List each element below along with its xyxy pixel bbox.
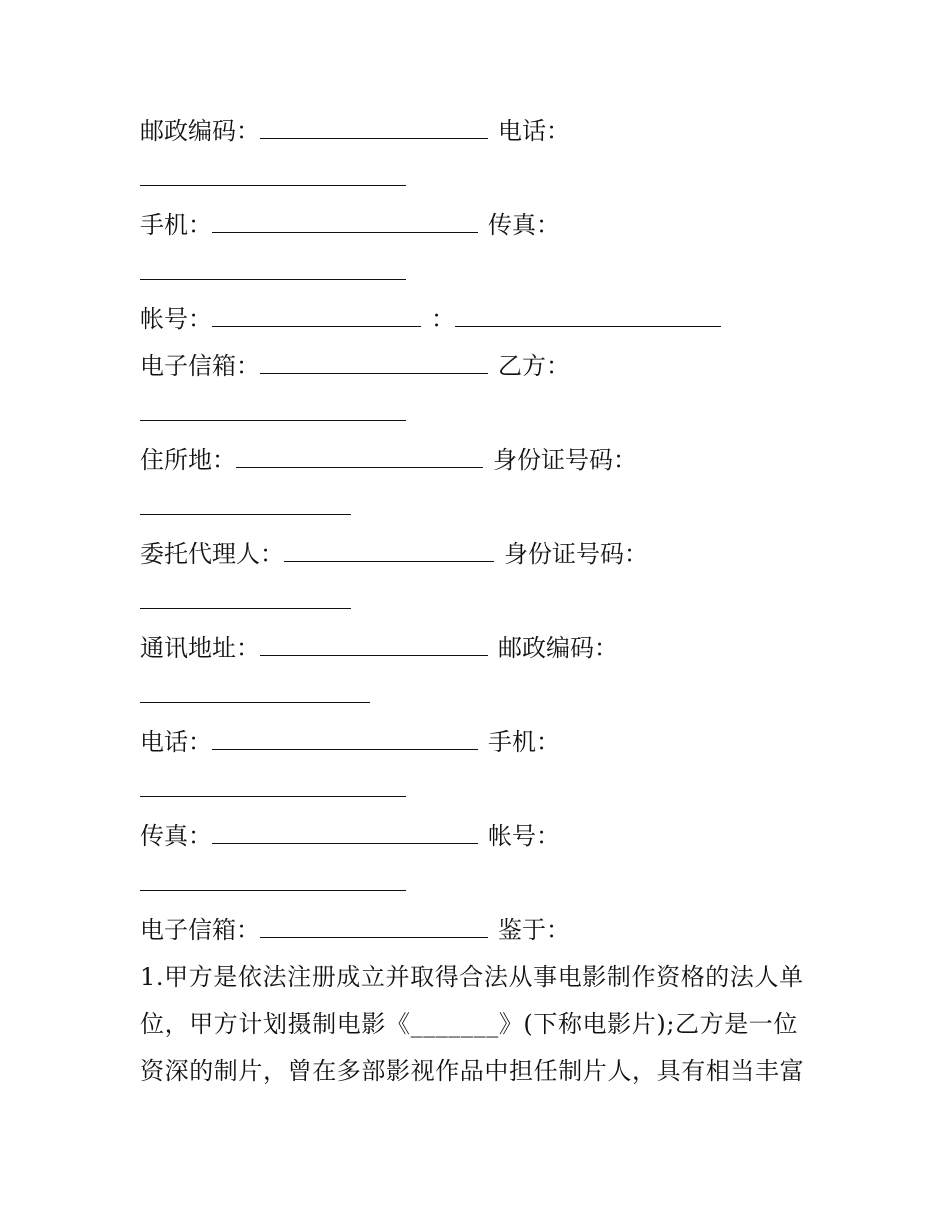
paragraph-line-2: 位，甲方计划摄制电影《_______》(下称电影片);乙方是一位 <box>140 1010 799 1038</box>
email-blank[interactable] <box>260 353 488 374</box>
id-number-label: 身份证号码： <box>493 446 637 474</box>
address-label: 通讯地址： <box>140 634 260 662</box>
phone-blank[interactable] <box>140 165 406 186</box>
paragraph-line-1: 1.甲方是依法注册成立并取得合法从事电影制作资格的法人单 <box>140 963 804 991</box>
residence-blank[interactable] <box>236 447 483 468</box>
id-number-2-blank-line <box>140 578 820 625</box>
account-extra-blank[interactable] <box>455 306 721 327</box>
residence-label: 住所地： <box>140 446 236 474</box>
id-number-2-blank[interactable] <box>140 588 351 609</box>
fax-2-label: 传真： <box>140 822 212 850</box>
phone-blank-line <box>140 155 820 202</box>
fax-2-blank[interactable] <box>212 823 478 844</box>
email-2-blank[interactable] <box>260 917 488 938</box>
postal-code-2-label: 邮政编码： <box>498 634 618 662</box>
party-b-blank-line <box>140 390 820 437</box>
account-line <box>140 296 820 343</box>
account-label: 帐号： <box>140 305 212 333</box>
mobile-2-blank[interactable] <box>140 776 406 797</box>
email-label: 电子信箱： <box>140 352 260 380</box>
residence-id-line <box>140 437 820 484</box>
phone-2-blank[interactable] <box>212 729 478 750</box>
account-blank[interactable] <box>212 306 421 327</box>
agent-blank[interactable] <box>284 541 494 562</box>
agent-id-line <box>140 531 820 578</box>
paragraph-line-3: 资深的制片，曾在多部影视作品中担任制片人，具有相当丰富 <box>140 1057 805 1085</box>
id-number-2-label: 身份证号码： <box>504 540 648 568</box>
email-partyb-line <box>140 343 820 390</box>
postal-phone-line <box>140 108 820 155</box>
address-postal-line <box>140 625 820 672</box>
mobile-label: 手机： <box>140 211 212 239</box>
fax-label: 传真： <box>488 211 560 239</box>
contract-page <box>140 108 820 1095</box>
postal-code-2-blank-line <box>140 672 820 719</box>
id-number-blank[interactable] <box>140 494 351 515</box>
address-blank[interactable] <box>260 635 488 656</box>
agent-label: 委托代理人： <box>140 540 284 568</box>
postal-code-blank[interactable] <box>260 118 488 139</box>
id-number-blank-line <box>140 484 820 531</box>
fax-blank-line <box>140 249 820 296</box>
postal-code-label: 邮政编码： <box>140 117 260 145</box>
account-colon: ： <box>431 305 455 333</box>
postal-code-2-blank[interactable] <box>140 682 370 703</box>
email-2-label: 电子信箱： <box>140 916 260 944</box>
account-2-blank-line <box>140 860 820 907</box>
whereas-label: 鉴于： <box>498 916 570 944</box>
mobile-2-blank-line <box>140 766 820 813</box>
account-2-blank[interactable] <box>140 870 406 891</box>
phone-2-label: 电话： <box>140 728 212 756</box>
mobile-blank[interactable] <box>212 212 478 233</box>
fax-blank[interactable] <box>140 259 406 280</box>
phone-mobile-line <box>140 719 820 766</box>
fax-account-line <box>140 813 820 860</box>
mobile-fax-line <box>140 202 820 249</box>
email-whereas-line <box>140 907 820 954</box>
party-b-label: 乙方： <box>498 352 570 380</box>
phone-label: 电话： <box>498 117 570 145</box>
account-2-label: 帐号： <box>488 822 560 850</box>
mobile-2-label: 手机： <box>488 728 560 756</box>
party-b-blank[interactable] <box>140 400 406 421</box>
